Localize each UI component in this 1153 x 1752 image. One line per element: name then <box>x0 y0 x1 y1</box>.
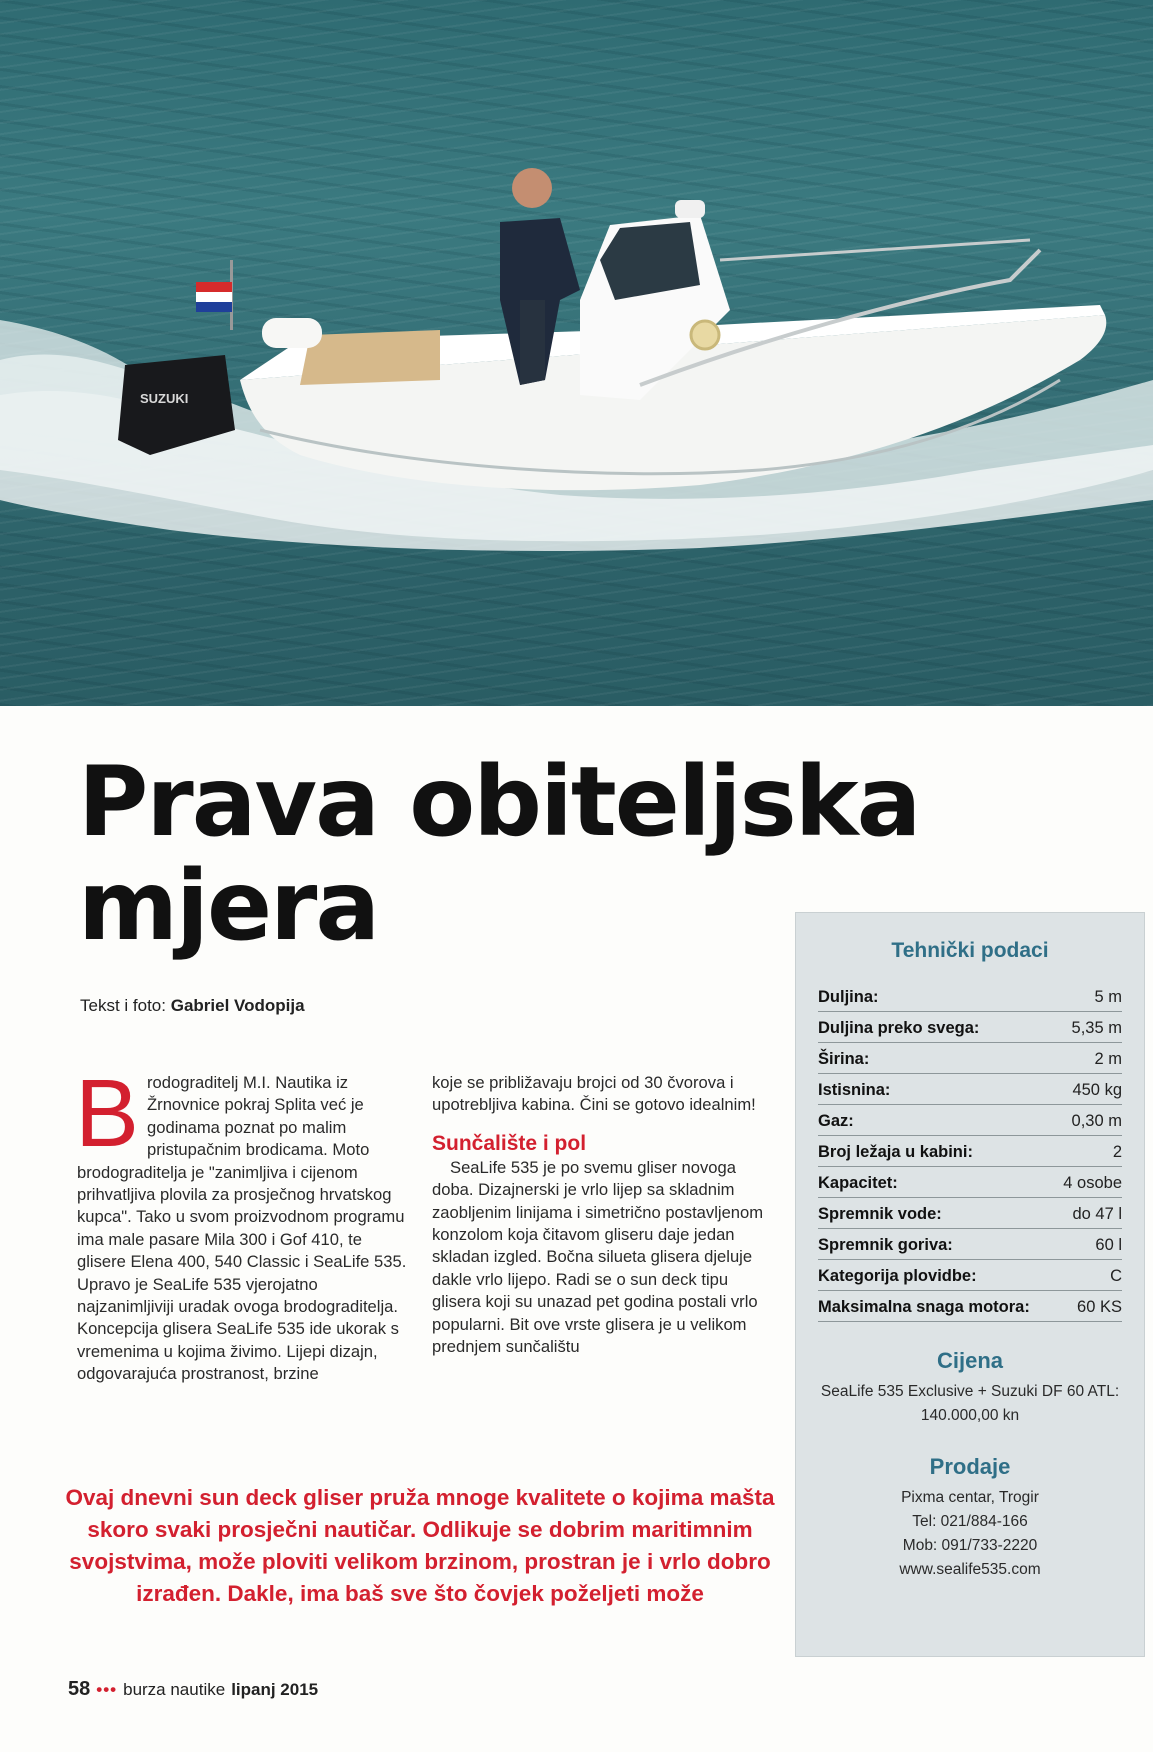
spec-value: 60 KS <box>1077 1298 1122 1316</box>
spec-label: Duljina: <box>818 988 879 1006</box>
article-column-1 <box>75 1060 407 1386</box>
hero-photo <box>0 0 1153 706</box>
spec-label: Duljina preko svega: <box>818 1019 980 1037</box>
column-2-text-2: SeaLife 535 je po svemu gliser novoga doba. Dizajnerski je vrlo lijep sa skladnim zaobljenim linijama i simetrično postavljenom konzolom koja čitavom gliseru daje jedan skladan izgled. Bočna silueta glisera djeluje dakle vrlo lijepo. Radi se o sun deck tipu glisera koji su unazad pet godina postali vrlo popularni. Bit ove vrste glisera je u velikom prednjem sunčalištu <box>432 1157 764 1357</box>
footer-dots: ••• <box>96 1679 118 1699</box>
spec-value: do 47 l <box>1072 1205 1122 1223</box>
specs-table <box>818 981 1122 1322</box>
engine-brand-label: SUZUKI <box>140 391 189 406</box>
spec-value: 450 kg <box>1072 1081 1122 1099</box>
drop-cap: B <box>75 1060 140 1167</box>
spec-value: 2 m <box>1094 1050 1122 1068</box>
magazine-name: burza nautike <box>123 1679 226 1699</box>
spec-label: Broj ležaja u kabini: <box>818 1143 973 1161</box>
spec-value: 0,30 m <box>1071 1112 1122 1130</box>
issue-month: lipanj 2015 <box>231 1679 319 1699</box>
spec-value: 60 l <box>1095 1236 1122 1254</box>
sales-info <box>818 1486 1122 1582</box>
spec-row <box>818 1291 1122 1322</box>
specs-title: Tehnički podaci <box>891 939 1049 962</box>
spec-value: C <box>1110 1267 1122 1285</box>
spec-row <box>818 1167 1122 1198</box>
spec-label: Kapacitet: <box>818 1174 898 1192</box>
spec-value: 2 <box>1112 1143 1122 1161</box>
price-value: 140.000,00 kn <box>920 1407 1020 1424</box>
spec-row <box>818 1229 1122 1260</box>
sales-phone: Tel: 021/884-166 <box>912 1513 1028 1530</box>
spec-label: Gaz: <box>818 1112 854 1130</box>
column-2-text: koje se približavaju brojci od 30 čvorova i upotrebljiva kabina. Čini se gotovo idealnim! <box>432 1073 756 1115</box>
byline-label: Tekst i foto: <box>80 996 166 1015</box>
pull-quote: Ovaj dnevni sun deck gliser pruža mnoge kvalitete o kojima mašta skoro svaki prosječni nautičar. Odlikuje se dobrim maritimnim svojstvima, može ploviti velikom brzinom, prostran je i vrlo dobro izrađen. Dakle, ima baš sve što čovjek poželjeti može <box>65 1485 775 1606</box>
spec-row <box>818 981 1122 1012</box>
spec-label: Širina: <box>818 1050 870 1068</box>
spec-row <box>818 1198 1122 1229</box>
column-1-text: rodograditelj M.I. Nautika iz Žrnovnice pokraj Splita već je godinama poznat po malim pristupačnim brodicama. Moto brodograditelja je "zanimljiva i cijenom prihvatljiva plovila za prosječnog hrvatskog kupca". Tako u svom proizvodnom programu ima male pasare Mila 300 i Gof 410, te glisere Elena 400, 540 Classic i SeaLife 535. Upravo je SeaLife 535 vjerojatno najzanimljiviji uradak ovoga brodograditelja. Koncepcija glisera SeaLife 535 ide ukorak s vremenima u kojima živimo. Lijepi dizajn, odgovarajuća prostranost, brzine <box>77 1073 407 1384</box>
price-title: Cijena <box>936 1348 1004 1373</box>
spec-label: Istisnina: <box>818 1081 891 1099</box>
spec-label: Spremnik vode: <box>818 1205 942 1223</box>
spec-label: Spremnik goriva: <box>818 1236 953 1254</box>
sales-website: www.sealife535.com <box>899 1561 1041 1578</box>
section-subhead: Sunčalište i pol <box>432 1131 587 1155</box>
spec-value: 4 osobe <box>1063 1174 1122 1192</box>
spec-label: Kategorija plovidbe: <box>818 1267 977 1285</box>
page-footer <box>68 1678 318 1701</box>
sales-address: Pixma centar, Trogir <box>901 1489 1039 1506</box>
article-column-2 <box>432 1072 772 1358</box>
spec-value: 5,35 m <box>1071 1019 1122 1037</box>
spec-row <box>818 1012 1122 1043</box>
spec-row <box>818 1105 1122 1136</box>
spec-label: Maksimalna snaga motora: <box>818 1298 1030 1316</box>
page-number: 58 <box>68 1678 91 1700</box>
spec-value: 5 m <box>1094 988 1122 1006</box>
spec-row <box>818 1260 1122 1291</box>
byline-author: Gabriel Vodopija <box>170 996 305 1015</box>
article-title-line2: mjera <box>78 850 379 962</box>
article-title-line1: Prava obiteljska <box>78 746 920 858</box>
spec-row <box>818 1074 1122 1105</box>
boat-photo <box>0 0 1153 706</box>
price-info <box>818 1380 1122 1428</box>
specs-sidebar <box>795 912 1145 1657</box>
spec-row <box>818 1043 1122 1074</box>
sales-mobile: Mob: 091/733-2220 <box>902 1537 1038 1554</box>
price-line: SeaLife 535 Exclusive + Suzuki DF 60 ATL: <box>820 1383 1120 1400</box>
sales-title: Prodaje <box>929 1454 1011 1479</box>
byline <box>80 996 305 1016</box>
spec-row <box>818 1136 1122 1167</box>
